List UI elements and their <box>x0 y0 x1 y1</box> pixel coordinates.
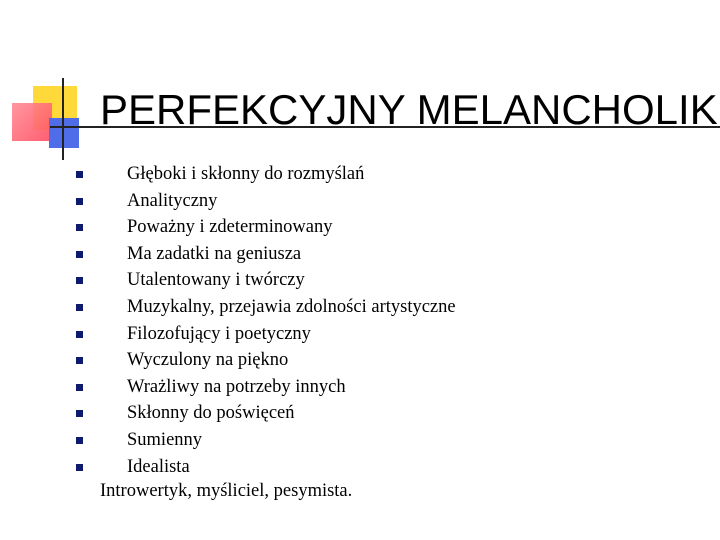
list-item-text: Wrażliwy na potrzeby innych <box>127 376 346 397</box>
square-bullet-icon <box>76 171 83 178</box>
list-item-text: Sumienny <box>127 429 203 450</box>
square-bullet-icon <box>76 331 83 338</box>
square-bullet-icon <box>76 464 83 471</box>
list-item-text: Wyczulony na piękno <box>127 350 289 371</box>
list-item-text: Filozofujący i poetyczny <box>127 323 311 344</box>
list-item-text: Muzykalny, przejawia zdolności artystyczne <box>127 296 456 317</box>
decoration-vertical-line <box>62 78 64 160</box>
decoration-red-square <box>12 103 52 141</box>
list-item-text: Utalentowany i twórczy <box>127 270 305 291</box>
slide-title: PERFEKCYJNY MELANCHOLIK <box>100 86 718 133</box>
list-item-text: Poważny i zdeterminowany <box>127 217 333 238</box>
square-bullet-icon <box>76 224 83 231</box>
square-bullet-icon <box>76 357 83 364</box>
square-bullet-icon <box>76 437 83 444</box>
square-bullet-icon <box>76 304 83 311</box>
list-item-text: Skłonny do poświęceń <box>127 403 295 424</box>
title-decoration <box>0 0 110 170</box>
square-bullet-icon <box>76 277 83 284</box>
list-item-text: Ma zadatki na geniusza <box>127 243 302 264</box>
list-item-text: Idealista <box>127 456 190 477</box>
square-bullet-icon <box>76 251 83 258</box>
square-bullet-icon <box>76 384 83 391</box>
square-bullet-icon <box>76 198 83 205</box>
list-item-text: Analityczny <box>127 190 218 211</box>
decoration-blue-square <box>49 118 79 148</box>
list-item-text: Głęboki i skłonny do rozmyślań <box>127 164 365 184</box>
square-bullet-icon <box>76 410 83 417</box>
summary-text: Introwertyk, myśliciel, pesymista. <box>100 481 353 501</box>
